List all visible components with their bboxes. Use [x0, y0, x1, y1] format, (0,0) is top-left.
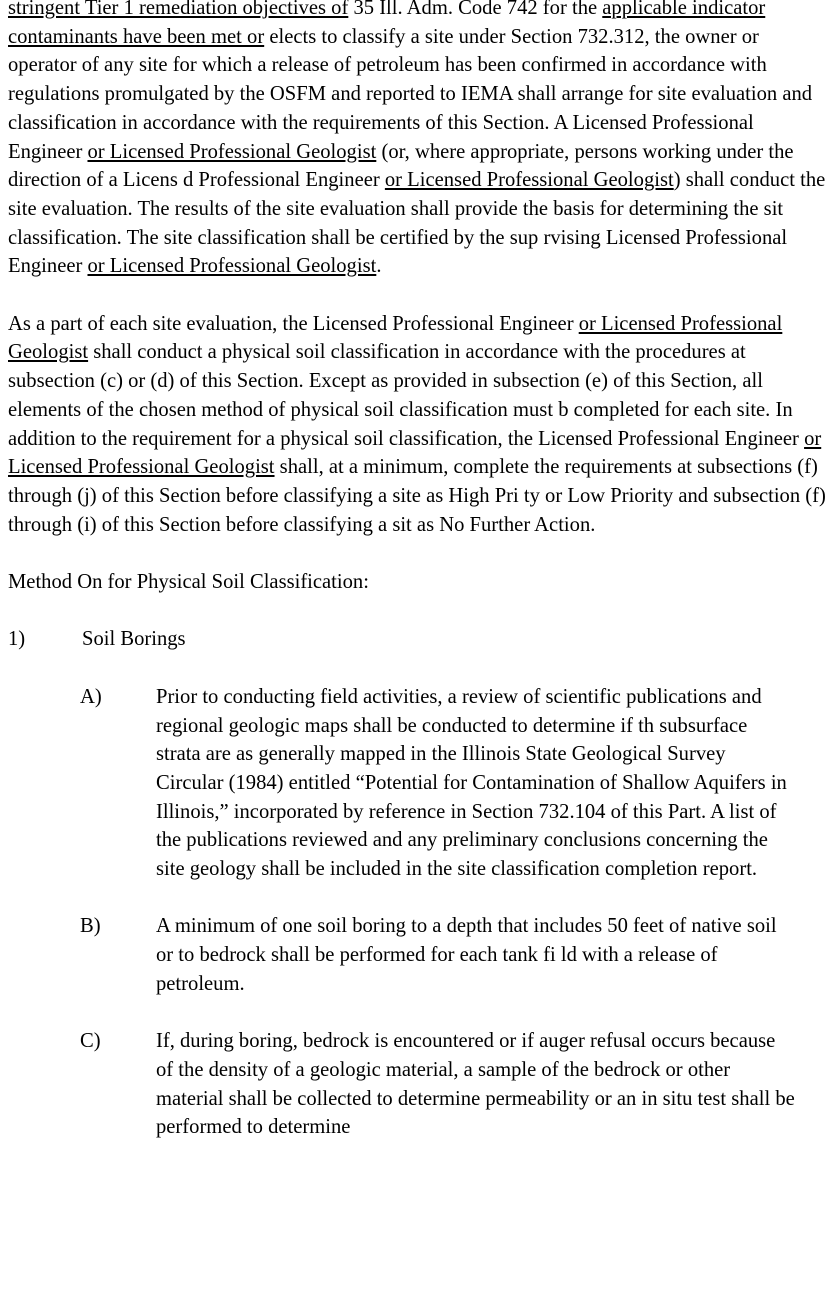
method-heading: Method On for Physical Soil Classification: [8, 571, 369, 594]
document-page [8, 0, 826, 1142]
subitem-c [8, 1027, 796, 1142]
underlined-insertion: or Licensed Professional Geologist [87, 255, 377, 278]
text-run: 35 Ill. Adm. Code 742 for the [348, 0, 603, 19]
text-run: shall, at a minimum, complete the requirements at subsections (f) through (j) of this Section before classifying a site as High Pri ty or Low Priority and subsection (f) through (i) of this Section before classifying a sit as No Further Action. [8, 456, 826, 536]
paragraph-spacer [8, 884, 826, 913]
list-item-label: 1) [8, 628, 26, 651]
text-run: shall conduct a physical soil classification in accordance with the procedures at subsection (c) or (d) of this Section. Except as provided in subsection (e) of this Section, all elements of the chosen method of physical soil classification must b completed for each site. In addition to the requirement for a physical soil classification, the Licensed Professional Engineer [8, 341, 805, 450]
subitem-b [8, 912, 796, 998]
subitem-label: B) [80, 915, 101, 938]
subitem-text: Prior to conducting field activities, a review of scientific publications and regional geologic maps shall be conducted to determine if th subsurface strata are as generally mapped in the Illinois State Geological Survey Circular (1984) entitled “Potential for Contamination of Shallow Aquifers in Illinois,” incorporated by reference in Section 732.104 of this Part. A list of the publications reviewed and any preliminary conclusions concerning the site geology shall be included in the site classification completion report. [156, 685, 787, 881]
text-run: ) shall conduct the site evaluation. The results of the site evaluation shall provide the basis for determining the sit classification. The site classification shall be certified by the sup rvising Licensed Professional Engineer [8, 169, 826, 278]
paragraph-spacer [8, 539, 826, 568]
text-run: As a part of each site evaluation, the Licensed Professional Engineer [8, 312, 579, 335]
underlined-insertion: or Licensed Professional Geologist [8, 312, 783, 364]
text-run: elects to classify a site under Section 732.312, the owner or operator of any site for which a release of petroleum has been confirmed in accordance with regulations promulgated by the OSFM and reported to IEMA shall arrange for site evaluation and classification in accordance with the requirements of this Section. A Licensed Professional Engineer [8, 25, 813, 163]
paragraph-site-evaluation [8, 0, 826, 281]
subitem-label: A) [80, 685, 102, 708]
text-run: (or, where appropriate, persons working under the direction of a Licens d Professional Engineer [8, 140, 794, 192]
underlined-insertion: or Licensed Professional Geologist [8, 427, 822, 479]
underlined-insertion: stringent Tier 1 remediation objectives of [8, 0, 349, 19]
paragraph-spacer [8, 597, 826, 626]
underlined-insertion: or Licensed Professional Geologist [87, 140, 377, 163]
subitem-a [8, 683, 796, 884]
subitem-text: If, during boring, bedrock is encountered or if auger refusal occurs because of the density of a geologic material, a sample of the bedrock or other material shall be collected to determine permeability or an in situ test shall be performed to determine [156, 1030, 795, 1139]
underlined-insertion: applicable indicator contaminants have been met or [8, 0, 766, 48]
paragraph-spacer [8, 999, 826, 1028]
paragraph-physical-soil-classification [8, 310, 826, 540]
list-item-text: Soil Borings [82, 628, 186, 651]
paragraph-spacer [8, 281, 826, 310]
subitem-text: A minimum of one soil boring to a depth that includes 50 feet of native soil or to bedrock shall be performed for each tank fi ld with a release of petroleum. [156, 915, 777, 995]
subitem-label: C) [80, 1030, 101, 1053]
text-run: . [376, 255, 382, 278]
paragraph-spacer [8, 654, 826, 683]
list-item-soil-borings [8, 625, 826, 654]
underlined-insertion: or Licensed Professional Geologist [384, 169, 674, 192]
